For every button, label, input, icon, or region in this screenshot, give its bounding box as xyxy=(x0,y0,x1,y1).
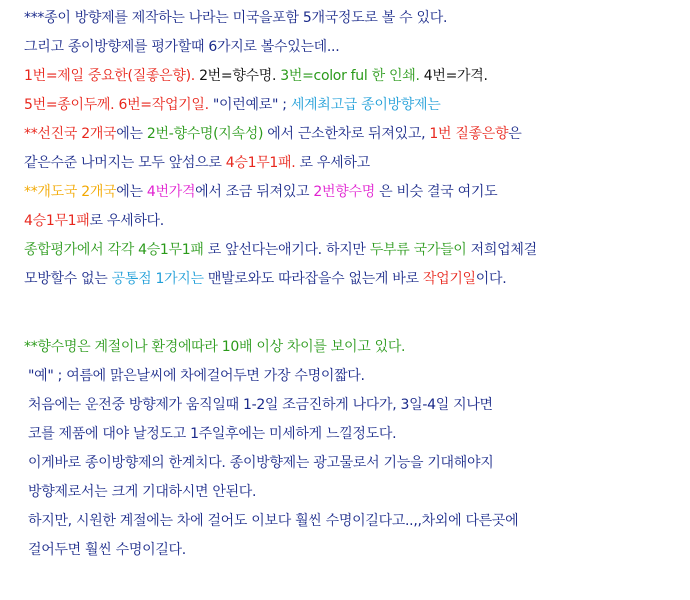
text-segment: 저희업체걸 xyxy=(466,242,537,258)
text-line xyxy=(24,240,537,260)
text-segment: 로 앞선다는애기다. 하지만 xyxy=(203,242,370,258)
text-segment: 방향제로서는 크게 기대하시면 안된다. xyxy=(28,484,257,500)
text-segment: "이런예로" ; xyxy=(212,97,291,113)
text-line xyxy=(24,37,339,57)
text-segment: 코를 제품에 대야 날정도고 1주일후에는 미세하게 느낄정도다. xyxy=(28,426,397,442)
text-line xyxy=(28,424,396,444)
text-segment: 그리고 종이방향제를 평가할때 6가지로 볼수있는데... xyxy=(24,39,340,55)
text-segment: 같은수준 나머지는 모두 앞섬으로 xyxy=(24,155,226,171)
text-segment: 4승1무1패 xyxy=(24,213,90,229)
text-segment: 2번-향수명(지속성) xyxy=(146,126,264,142)
text-segment: 에서 근소한차로 뒤져있고, xyxy=(263,126,430,142)
text-segment: 이다. xyxy=(475,271,507,287)
text-segment: 1번=제일 중요한(질좋은향). xyxy=(24,68,200,84)
text-segment: 4승1무1패. xyxy=(225,155,296,171)
text-segment: "예" ; 여름에 맑은날씨에 차에걸어두면 가장 수명이짧다. xyxy=(28,368,365,384)
text-segment: 에는 xyxy=(116,126,147,142)
text-line xyxy=(28,511,518,531)
text-segment: 두부류 국가들이 xyxy=(369,242,467,258)
text-line xyxy=(28,540,186,560)
text-segment: 모방할수 없는 xyxy=(24,271,112,287)
text-segment: 2번향수명 xyxy=(313,184,375,200)
text-line xyxy=(28,366,365,386)
text-line xyxy=(24,337,405,357)
text-segment: 하지만, 시원한 계절에는 차에 걸어도 이보다 훨씬 수명이길다고..,,차외에 다른곳에 xyxy=(28,513,519,529)
text-segment: 공통점 1가지는 xyxy=(111,271,204,287)
text-segment: ***종이 방향제를 제작하는 나라는 미국을포함 5개국정도로 볼 수 있다. xyxy=(24,10,448,26)
text-line xyxy=(24,66,488,86)
text-line xyxy=(24,124,522,144)
text-segment: 이게바로 종이방향제의 한계치다. 종이방향제는 광고물로서 기능을 기대해야지 xyxy=(28,455,494,471)
text-line xyxy=(24,211,164,231)
text-segment: 걸어두면 훨씬 수명이길다. xyxy=(28,542,186,558)
text-segment: 4번=가격. xyxy=(423,68,488,84)
text-segment: 맨발로와도 따라잡을수 없는게 바로 xyxy=(203,271,423,287)
text-segment: 은 비슷 결국 여기도 xyxy=(374,184,498,200)
text-segment: 에는 xyxy=(116,184,147,200)
text-line xyxy=(24,95,440,115)
text-segment: 처음에는 운전중 방향제가 움직일때 1-2일 조금진하게 나다가, 3일-4일 지나면 xyxy=(28,397,493,413)
text-line xyxy=(28,482,256,502)
text-line xyxy=(28,395,493,415)
text-segment: 종합평가에서 각각 4승1무1패 xyxy=(24,242,204,258)
text-segment: 에서 조금 뒤져있고 xyxy=(195,184,314,200)
text-line xyxy=(28,453,493,473)
text-segment: **선진국 2개국 xyxy=(24,126,117,142)
text-segment: 2번=향수명. xyxy=(199,68,281,84)
text-line xyxy=(24,269,506,289)
text-segment: **개도국 2개국 xyxy=(24,184,117,200)
text-segment: 작업기일 xyxy=(422,271,476,287)
text-segment: 세계최고급 종이방향제는 xyxy=(290,97,441,113)
text-line xyxy=(24,153,370,173)
text-line xyxy=(24,8,447,28)
text-segment: 3번=color ful 한 인쇄. xyxy=(280,68,424,84)
text-segment: 1번 질좋은향 xyxy=(429,126,509,142)
text-segment: 5번=종이두께. 6번=작업기일. xyxy=(24,97,213,113)
text-segment: 로 우세하고 xyxy=(295,155,370,171)
text-line xyxy=(24,182,497,202)
text-segment: 로 우세하다. xyxy=(89,213,164,229)
text-segment: **향수명은 계절이나 환경에따라 10배 이상 차이를 보이고 있다. xyxy=(24,339,406,355)
text-segment: 4번가격 xyxy=(146,184,196,200)
text-segment: 은 xyxy=(508,126,522,142)
